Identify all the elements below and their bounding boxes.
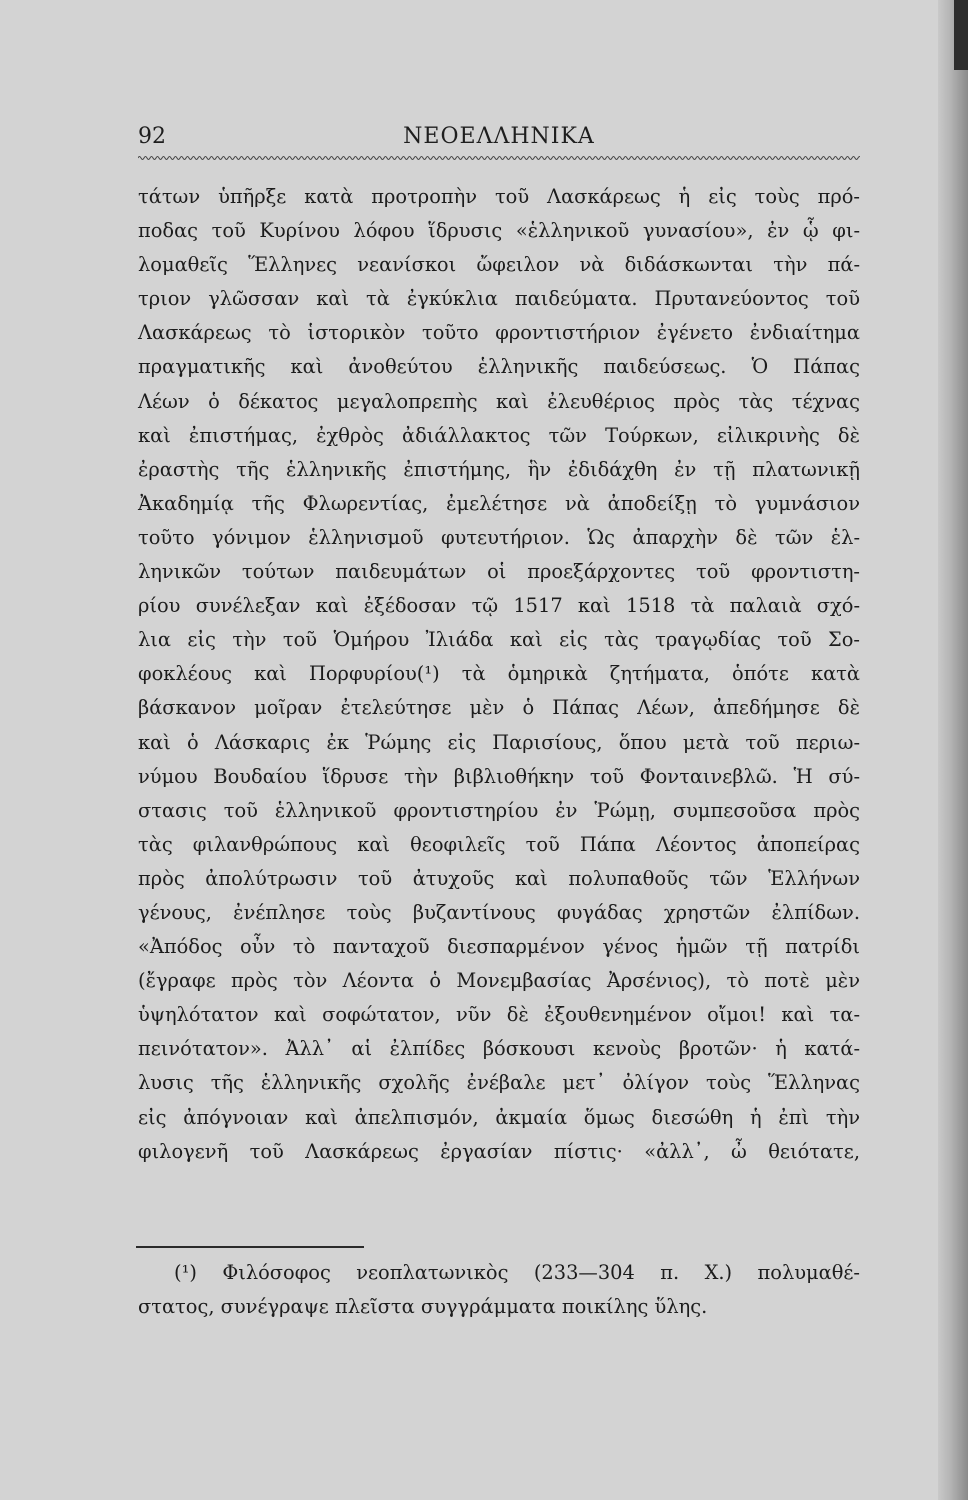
body-text — [138, 180, 860, 1169]
text-line: τοῦτο γόνιμον ἑλληνισμοῦ φυτευτήριον. Ὡς ἀπαρχὴν δὲ τῶν ἑλ- — [138, 525, 860, 549]
text-line: στασις τοῦ ἑλληνικοῦ φροντιστηρίου ἐν Ῥώμῃ, συμπεσοῦσα πρὸς — [138, 798, 860, 822]
text-line: πρὸς ἀπολύτρωσιν τοῦ ἀτυχοῦς καὶ πολυπαθοῦς τῶν Ἑλλήνων — [138, 866, 860, 890]
text-line: φιλογενῆ τοῦ Λασκάρεως ἐργασίαν πίστις· «ἀλλ᾽, ὦ θειότατε, — [138, 1139, 860, 1163]
text-line: εἰς ἀπόγνοιαν καὶ ἀπελπισμόν, ἀκμαία ὅμως διεσώθη ἡ ἐπὶ τὴν — [138, 1105, 860, 1129]
text-line: φοκλέους καὶ Πορφυρίου(¹) τὰ ὁμηρικὰ ζητήματα, ὁπότε κατὰ — [138, 662, 860, 686]
running-title: ΝΕΟΕΛΛΗΝΙΚΑ — [403, 124, 595, 149]
text-line: πραγματικῆς καὶ ἀνοθεύτου ἑλληνικῆς παιδεύσεως. Ὁ Πάπας — [138, 355, 860, 379]
page-number: 92 — [138, 124, 166, 149]
text-line: Λέων ὁ δέκατος μεγαλοπρεπὴς καὶ ἐλευθέριος πρὸς τὰς τέχνας — [138, 389, 860, 413]
page-header — [138, 118, 860, 158]
text-line: Λασκάρεως τὸ ἱστορικὸν τοῦτο φροντιστήριον ἐγένετο ἐνδιαίτημα — [138, 321, 860, 345]
text-line: Ἀκαδημίᾳ τῆς Φλωρεντίας, ἐμελέτησε νὰ ἀποδείξῃ τὸ γυμνάσιον — [138, 491, 860, 515]
text-line: βάσκανον μοῖραν ἐτελεύτησε μὲν ὁ Πάπας Λέων, ἀπεδήμησε δὲ — [138, 696, 860, 720]
text-line: λια εἰς τὴν τοῦ Ὁμήρου Ἰλιάδα καὶ εἰς τὰς τραγῳδίας τοῦ Σο- — [138, 628, 860, 652]
text-line: λομαθεῖς Ἕλληνες νεανίσκοι ὤφειλον νὰ διδάσκωνται τὴν πά- — [138, 253, 860, 277]
text-line: καὶ ὁ Λάσκαρις ἐκ Ῥώμης εἰς Παρισίους, ὅπου μετὰ τοῦ περιω- — [138, 730, 860, 754]
text-line: γένους, ἐνέπλησε τοὺς βυζαντίνους φυγάδας χρηστῶν ἐλπίδων. — [138, 900, 860, 924]
footnote-line: στατος, συνέγραψε πλεῖστα συγγράμματα ποικίλης ὕλης. — [138, 1295, 708, 1318]
text-line: ρίου συνέλεξαν καὶ ἐξέδοσαν τῷ 1517 καὶ 1518 τὰ παλαιὰ σχό- — [138, 594, 860, 618]
text-line: (ἔγραφε πρὸς τὸν Λέοντα ὁ Μονεμβασίας Ἀρσένιος), τὸ ποτὲ μὲν — [138, 969, 860, 993]
text-line: νύμου Βουδαίου ἵδρυσε τὴν βιβλιοθήκην τοῦ Φονταινεβλῶ. Ἡ σύ- — [138, 764, 860, 788]
footnotes — [138, 1256, 860, 1324]
text-line: «Ἀπόδος οὖν τὸ πανταχοῦ διεσπαρμένον γένος ἡμῶν τῇ πατρίδι — [138, 935, 860, 959]
text-line: πεινότατον». Ἀλλ᾽ αἱ ἐλπίδες βόσκουσι κενοὺς βροτῶν· ἡ κατά- — [138, 1037, 860, 1061]
page-edge-shadow — [938, 0, 968, 1500]
text-line: καὶ ἐπιστήμας, ἐχθρὸς ἀδιάλλακτος τῶν Τούρκων, εἰλικρινὴς δὲ — [138, 423, 860, 447]
text-line: τάτων ὑπῆρξε κατὰ προτροπὴν τοῦ Λασκάρεως ἡ εἰς τοὺς πρό- — [138, 185, 860, 208]
binding-strip — [954, 0, 968, 70]
footnote-line: (¹) Φιλόσοφος νεοπλατωνικὸς (233—304 π. Χ.) πολυμαθέ- — [174, 1261, 860, 1284]
text-line: ἐραστὴς τῆς ἑλληνικῆς ἐπιστήμης, ἣν ἐδιδάχθη ἐν τῇ πλατωνικῇ — [138, 457, 860, 481]
footnote-rule — [136, 1246, 364, 1248]
text-line: ποδας τοῦ Κυρίνου λόφου ἵδρυσις «ἑλληνικοῦ γυνασίου», ἐν ᾧ φι- — [138, 219, 860, 243]
text-line: ὑψηλότατον καὶ σοφώτατον, νῦν δὲ ἐξουθενημένον οἴμοι! καὶ τα- — [138, 1003, 860, 1027]
wavy-header-rule — [138, 154, 860, 162]
text-line: ληνικῶν τούτων παιδευμάτων οἱ προεξάρχοντες τοῦ φροντιστη- — [138, 560, 860, 584]
text-line: τριον γλῶσσαν καὶ τὰ ἐγκύκλια παιδεύματα. Πρυτανεύοντος τοῦ — [138, 287, 860, 311]
text-line: λυσις τῆς ἑλληνικῆς σχολῆς ἐνέβαλε μετ᾽ ὀλίγον τοὺς Ἕλληνας — [138, 1071, 860, 1095]
text-line: τὰς φιλανθρώπους καὶ θεοφιλεῖς τοῦ Πάπα Λέοντος ἀποπείρας — [138, 832, 860, 856]
